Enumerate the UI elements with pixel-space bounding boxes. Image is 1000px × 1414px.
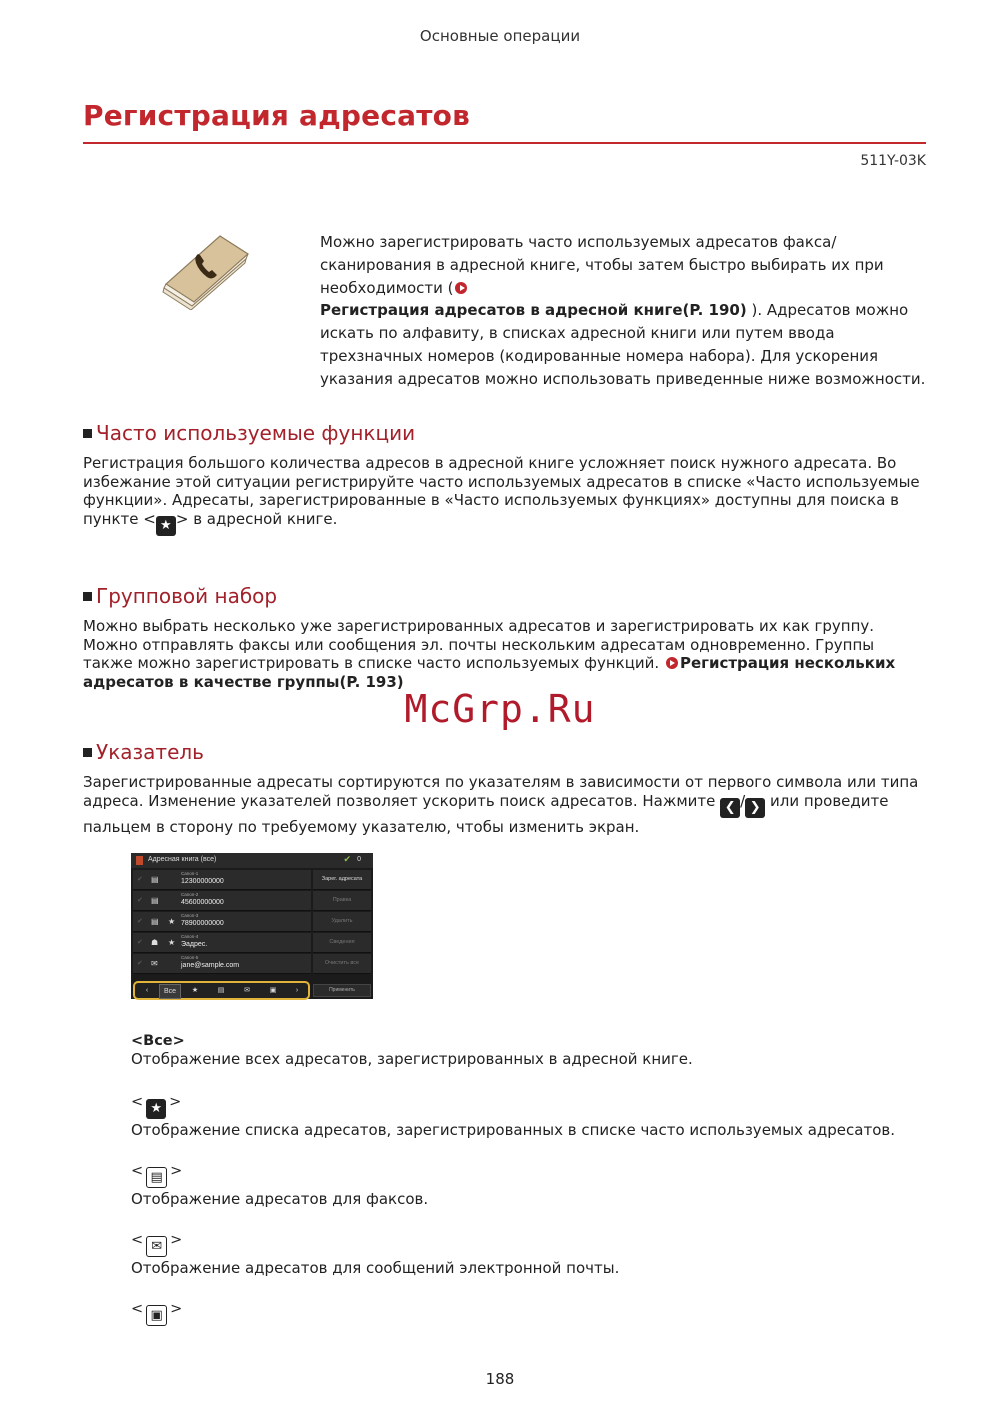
section-heading-group: Групповой набор [83,584,277,608]
chevron-right-icon[interactable]: › [295,987,299,994]
book-icon [136,856,143,865]
item-fax [131,1163,428,1208]
section-text-frequent: Регистрация большого количества адресов в адресной книге усложняет поиск нужного адресата. Во избежание этой ситуации регистрируйте часто используемых адресатов в списке «Часто используемые функции». Адресаты, зарегистрированные в «Часто используемых функциях» доступны для поиска в пункте < ★ > в адресной книге. [83,454,928,536]
email-icon: ✉ [151,959,158,968]
intro-text-2: ). Адресатов можно искать по алфавиту, в списках адресной книги или путем ввода трехзначных номеров (кодированные номера набора). Для ускорения указания адресатов можно использовать приведенные ниже возможности. [320,301,926,388]
chevron-left-icon: ❮ [720,798,740,818]
item-title: <Все> [131,1033,185,1049]
group-link[interactable]: Регистрация нескольких адресатов в качестве группы(P. 193) [83,654,896,691]
table-row[interactable]: ✔ ▤ ★ Canon-3 78900000000 [133,912,311,932]
star-icon[interactable]: ★ [191,987,199,994]
screen-title: Адресная книга (все) [148,856,217,863]
document-code: 511Y-03K [860,153,926,169]
fax-icon: ▤ [146,1167,167,1188]
edit-button[interactable]: Правка [313,891,371,911]
chevron-right-icon: ❯ [745,798,765,818]
star-icon: ★ [168,938,176,947]
item-desc: Отображение адресатов для сообщений электронной почты. [131,1259,620,1277]
table-row[interactable]: ✔ ☗ ★ Canon-4 Эадрес. [133,933,311,953]
item-all [131,1033,693,1068]
delete-button[interactable]: Удалить [313,912,371,932]
watermark: McGrp.Ru [404,687,596,731]
square-bullet-icon [83,592,92,601]
title-rule [83,142,926,144]
link-arrow-icon[interactable] [455,282,467,294]
section-text-index: Зарегистрированные адресаты сортируются по указателям в зависимости от первого символа или типа адреса. Изменение указателей позволяет ускорить поиск адресатов. Нажмите ❮ / ❯ или проведите пальцем в сторону по требуемому указателю, чтобы изменить экран. [83,773,919,836]
email-icon: ✉ [146,1236,167,1257]
check-icon: ✔ [137,960,143,967]
chevron-left-icon[interactable]: ‹ [145,987,149,994]
star-icon: ★ [168,917,176,926]
section-header: Основные операции [419,27,581,45]
item-title: < ▣ > [131,1301,182,1326]
file-server-icon: ▣ [146,1305,167,1326]
page-number: 188 [485,1370,515,1388]
item-title: < ★ > [131,1094,895,1119]
address-book-screenshot [131,853,373,999]
section-heading-index: Указатель [83,740,204,764]
clear-all-button[interactable]: Очистить все [313,954,371,974]
table-row[interactable]: ✔ ▤ Canon-2 45600000000 [133,891,311,911]
intro-paragraph [320,231,928,391]
item-title: < ✉ > [131,1232,619,1257]
selected-count: 0 [357,856,361,863]
index-tabs [133,981,310,1000]
section-heading-frequent: Часто используемые функции [83,421,415,445]
details-button[interactable]: Сведения [313,933,371,953]
fax-icon: ▤ [151,896,159,905]
fax-icon: ▤ [151,875,159,884]
item-favorites [131,1094,895,1139]
section-text-group: Можно выбрать несколько уже зарегистрированных адресатов и зарегистрировать их как группу. Можно отправлять факсы или сообщения эл. почты нескольким адресатам одновременно. Группы также можно зарегистрировать в списке часто используемых функций. Регистрация нескольких адресатов в качестве группы(P. 193) [83,617,896,691]
file-server-icon[interactable]: ▣ [269,987,277,994]
screen-title-bar [131,853,373,868]
item-email [131,1232,619,1277]
apply-button[interactable]: Применить [313,984,371,997]
item-title: < ▤ > [131,1163,428,1188]
item-desc: Отображение адресатов для факсов. [131,1190,429,1208]
group-icon: ☗ [151,938,159,947]
address-book-icon [160,232,255,310]
check-icon: ✔ [137,939,143,946]
item-file-server [131,1301,182,1326]
fax-icon[interactable]: ▤ [217,987,225,994]
check-icon: ✔ [137,897,143,904]
table-row[interactable]: ✔ ▤ Canon-1 12300000000 [133,870,311,890]
check-icon: ✔ [137,918,143,925]
page-title: Регистрация адресатов [83,99,471,132]
check-icon: ✔ [343,854,351,864]
fax-icon: ▤ [151,917,159,926]
email-icon[interactable]: ✉ [244,987,250,994]
table-row[interactable]: ✔ ✉ Canon-5 jane@sample.com [133,954,311,974]
star-icon: ★ [146,1099,166,1119]
intro-text: Можно зарегистрировать часто используемых адресатов факса/сканирования в адресной книге, чтобы затем быстро выбирать их при необходимости ( [320,233,884,297]
intro-link[interactable]: Регистрация адресатов в адресной книге(P. 190) [320,301,747,320]
register-destination-button[interactable]: Зарег. адресата [313,870,371,890]
item-desc: Отображение всех адресатов, зарегистрированных в адресной книге. [131,1050,693,1068]
square-bullet-icon [83,748,92,757]
item-desc: Отображение списка адресатов, зарегистрированных в списке часто используемых адресатов. [131,1121,895,1139]
tab-all[interactable]: Все [159,984,181,999]
star-icon: ★ [156,516,176,536]
square-bullet-icon [83,429,92,438]
check-icon: ✔ [137,876,143,883]
link-arrow-icon[interactable] [666,657,678,669]
